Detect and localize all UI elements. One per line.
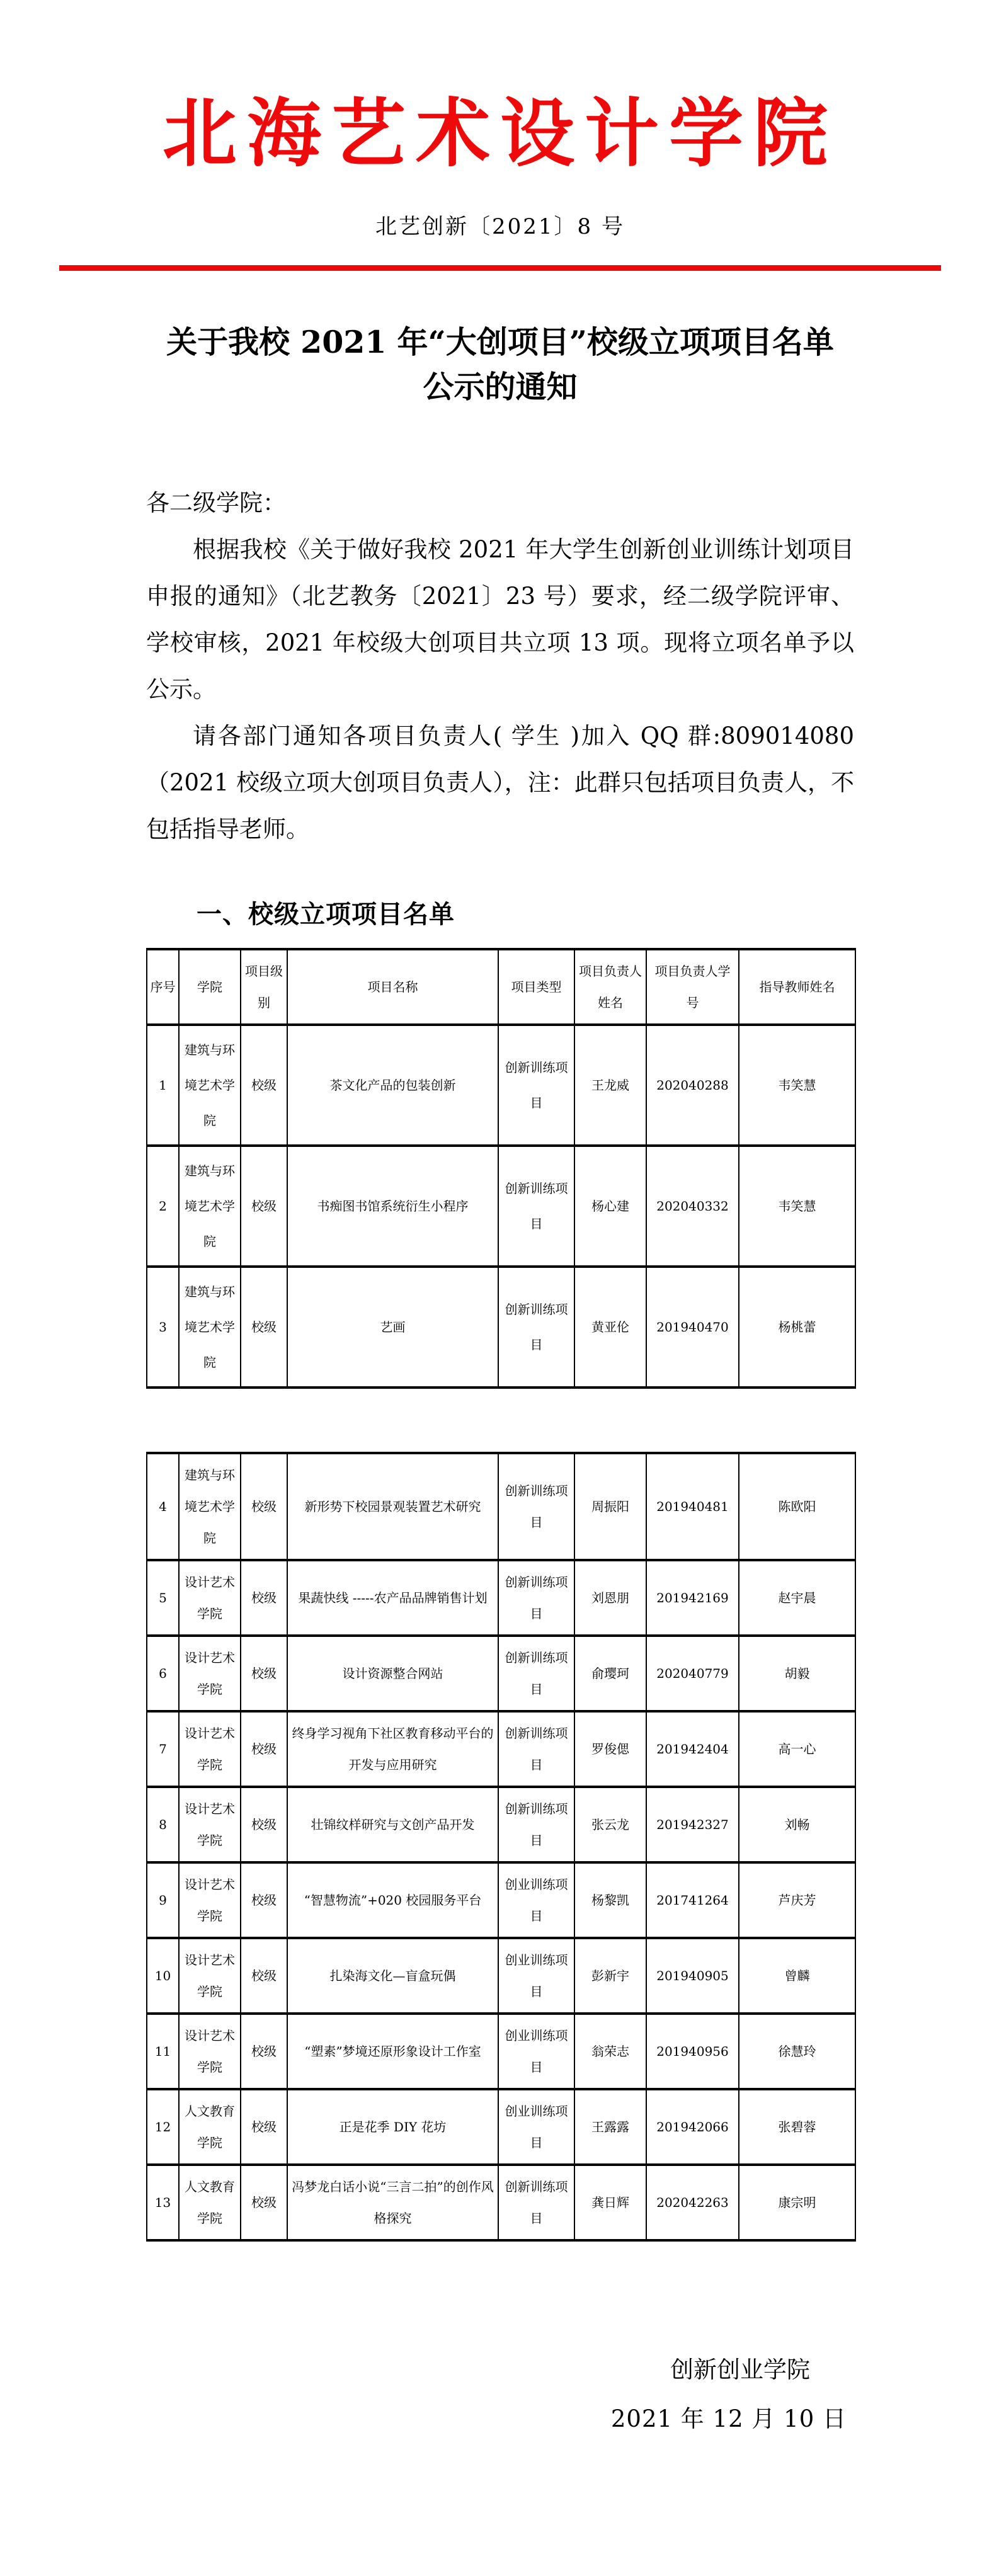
cell-leader: 黄亚伦 xyxy=(574,1267,646,1388)
header-cell-name: 项目名称 xyxy=(287,949,498,1025)
cell-student-id: 201942066 xyxy=(646,2089,739,2165)
cell-level: 校级 xyxy=(241,1453,287,1560)
table-row xyxy=(147,1938,855,2014)
cell-teacher: 韦笑慧 xyxy=(739,1146,855,1267)
cell-school: 建筑与环境艺术学院 xyxy=(179,1025,241,1146)
cell-leader: 杨黎凯 xyxy=(574,1862,646,1938)
cell-leader: 周振阳 xyxy=(574,1453,646,1560)
cell-school: 人文教育学院 xyxy=(179,2165,241,2240)
table-row xyxy=(147,2165,855,2240)
cell-level: 校级 xyxy=(241,1146,287,1267)
table-row xyxy=(147,1636,855,1711)
cell-index: 13 xyxy=(147,2165,179,2240)
salutation: 各二级学院： xyxy=(146,489,286,516)
organization-title: 北海艺术设计学院 xyxy=(162,89,838,177)
cell-teacher: 赵宇晨 xyxy=(739,1560,855,1636)
cell-project-type: 创新训练项目 xyxy=(498,1636,574,1711)
cell-teacher: 高一心 xyxy=(739,1711,855,1787)
table-row xyxy=(147,2014,855,2089)
cell-index: 5 xyxy=(147,1560,179,1636)
cell-student-id: 201942327 xyxy=(646,1787,739,1862)
cell-level: 校级 xyxy=(241,1711,287,1787)
header-cell-index: 序号 xyxy=(147,949,179,1025)
cell-level: 校级 xyxy=(241,1025,287,1146)
cell-school: 人文教育学院 xyxy=(179,2089,241,2165)
cell-project-name: 茶文化产品的包装创新 xyxy=(287,1025,498,1146)
cell-level: 校级 xyxy=(241,1787,287,1862)
cell-level: 校级 xyxy=(241,1862,287,1938)
header-cell-type: 项目类型 xyxy=(498,949,574,1025)
cell-index: 3 xyxy=(147,1267,179,1388)
cell-project-type: 创新训练项目 xyxy=(498,1025,574,1146)
cell-student-id: 202040288 xyxy=(646,1025,739,1146)
projects-table-part2 xyxy=(146,1452,856,2242)
cell-student-id: 201940470 xyxy=(646,1267,739,1388)
cell-project-type: 创新训练项目 xyxy=(498,1560,574,1636)
cell-project-name: 新形势下校园景观装置艺术研究 xyxy=(287,1453,498,1560)
cell-index: 8 xyxy=(147,1787,179,1862)
cell-school: 设计艺术学院 xyxy=(179,1938,241,2014)
cell-project-type: 创业训练项目 xyxy=(498,2014,574,2089)
paragraph-qq-group: 请各部门通知各项目负责人( 学生 )加入 QQ 群:809014080（2021 校级立项大创项目负责人），注：此群只包括项目负责人，不包括指导老师。 xyxy=(146,722,854,843)
cell-student-id: 201942404 xyxy=(646,1711,739,1787)
cell-teacher: 徐慧玲 xyxy=(739,2014,855,2089)
cell-level: 校级 xyxy=(241,2014,287,2089)
table-header-row xyxy=(147,949,855,1025)
header-cell-school: 学院 xyxy=(179,949,241,1025)
cell-index: 10 xyxy=(147,1938,179,2014)
table-row xyxy=(147,2089,855,2165)
footer-date: 2021 年 12 月 10 日 xyxy=(610,2405,847,2432)
cell-student-id: 201942169 xyxy=(646,1560,739,1636)
cell-project-type: 创新训练项目 xyxy=(498,2165,574,2240)
table-row xyxy=(147,1267,855,1388)
cell-index: 6 xyxy=(147,1636,179,1711)
header-cell-sid: 项目负责人学号 xyxy=(646,949,739,1025)
table-row xyxy=(147,1787,855,1862)
cell-project-type: 创新训练项目 xyxy=(498,1146,574,1267)
cell-project-type: 创新训练项目 xyxy=(498,1267,574,1388)
notice-body xyxy=(146,480,854,853)
cell-school: 设计艺术学院 xyxy=(179,2014,241,2089)
cell-index: 1 xyxy=(147,1025,179,1146)
cell-student-id: 202040779 xyxy=(646,1636,739,1711)
cell-project-type: 创业训练项目 xyxy=(498,1938,574,2014)
cell-teacher: 曾麟 xyxy=(739,1938,855,2014)
section-heading: 一、校级立项项目名单 xyxy=(197,899,455,929)
cell-leader: 翁荣志 xyxy=(574,2014,646,2089)
cell-project-name: 壮锦纹样研究与文创产品开发 xyxy=(287,1787,498,1862)
cell-index: 4 xyxy=(147,1453,179,1560)
cell-level: 校级 xyxy=(241,2165,287,2240)
cell-index: 12 xyxy=(147,2089,179,2165)
cell-project-name: 终身学习视角下社区教育移动平台的开发与应用研究 xyxy=(287,1711,498,1787)
cell-level: 校级 xyxy=(241,1938,287,2014)
cell-student-id: 201940956 xyxy=(646,2014,739,2089)
cell-school: 设计艺术学院 xyxy=(179,1560,241,1636)
cell-teacher: 康宗明 xyxy=(739,2165,855,2240)
footer-block xyxy=(146,2345,854,2444)
cell-school: 建筑与环境艺术学院 xyxy=(179,1146,241,1267)
cell-project-name: 设计资源整合网站 xyxy=(287,1636,498,1711)
table-row xyxy=(147,1025,855,1146)
table-row xyxy=(147,1453,855,1560)
cell-level: 校级 xyxy=(241,1636,287,1711)
cell-project-type: 创业训练项目 xyxy=(498,1862,574,1938)
cell-teacher: 胡毅 xyxy=(739,1636,855,1711)
notice-title: 关于我校 2021 年“大创项目”校级立项项目名单公示的通知 xyxy=(166,323,834,405)
cell-project-type: 创业训练项目 xyxy=(498,2089,574,2165)
cell-leader: 彭新宇 xyxy=(574,1938,646,2014)
cell-leader: 俞璎珂 xyxy=(574,1636,646,1711)
cell-project-name: “塑素”梦境还原形象设计工作室 xyxy=(287,2014,498,2089)
cell-project-name: 书痴图书馆系统衍生小程序 xyxy=(287,1146,498,1267)
cell-student-id: 202042263 xyxy=(646,2165,739,2240)
cell-project-name: 冯梦龙白话小说“三言二拍”的创作风格探究 xyxy=(287,2165,498,2240)
cell-project-type: 创新训练项目 xyxy=(498,1453,574,1560)
cell-teacher: 张碧蓉 xyxy=(739,2089,855,2165)
cell-level: 校级 xyxy=(241,1267,287,1388)
cell-leader: 张云龙 xyxy=(574,1787,646,1862)
cell-school: 建筑与环境艺术学院 xyxy=(179,1267,241,1388)
cell-leader: 王露露 xyxy=(574,2089,646,2165)
document-number: 北艺创新〔2021〕8 号 xyxy=(375,214,625,239)
cell-leader: 龚日辉 xyxy=(574,2165,646,2240)
cell-project-name: 正是花季 DIY 花坊 xyxy=(287,2089,498,2165)
cell-teacher: 陈欧阳 xyxy=(739,1453,855,1560)
cell-student-id: 201940905 xyxy=(646,1938,739,2014)
cell-teacher: 韦笑慧 xyxy=(739,1025,855,1146)
cell-student-id: 201741264 xyxy=(646,1862,739,1938)
cell-school: 设计艺术学院 xyxy=(179,1787,241,1862)
cell-level: 校级 xyxy=(241,1560,287,1636)
cell-student-id: 202040332 xyxy=(646,1146,739,1267)
cell-index: 2 xyxy=(147,1146,179,1267)
cell-project-type: 创新训练项目 xyxy=(498,1711,574,1787)
cell-index: 7 xyxy=(147,1711,179,1787)
cell-teacher: 芦庆芳 xyxy=(739,1862,855,1938)
cell-index: 11 xyxy=(147,2014,179,2089)
header-cell-level: 项目级别 xyxy=(241,949,287,1025)
cell-level: 校级 xyxy=(241,2089,287,2165)
cell-student-id: 201940481 xyxy=(646,1453,739,1560)
cell-project-name: 果蔬快线 -----农产品品牌销售计划 xyxy=(287,1560,498,1636)
cell-school: 设计艺术学院 xyxy=(179,1862,241,1938)
cell-teacher: 刘畅 xyxy=(739,1787,855,1862)
cell-school: 建筑与环境艺术学院 xyxy=(179,1453,241,1560)
table-row xyxy=(147,1560,855,1636)
cell-project-name: 艺画 xyxy=(287,1267,498,1388)
cell-leader: 王龙威 xyxy=(574,1025,646,1146)
cell-project-name: “智慧物流”+020 校园服务平台 xyxy=(287,1862,498,1938)
cell-index: 9 xyxy=(147,1862,179,1938)
cell-teacher: 杨桃蕾 xyxy=(739,1267,855,1388)
table-row xyxy=(147,1146,855,1267)
header-cell-leader: 项目负责人姓名 xyxy=(574,949,646,1025)
cell-school: 设计艺术学院 xyxy=(179,1636,241,1711)
paragraph-basis: 根据我校《关于做好我校 2021 年大学生创新创业训练计划项目申报的通知》（北艺教务〔2021〕23 号）要求，经二级学院评审、学校审核，2021 年校级大创项目共立项 13 项。现将立项名单予以公示。 xyxy=(146,535,854,703)
table-row xyxy=(147,1862,855,1938)
header-cell-teacher: 指导教师姓名 xyxy=(739,949,855,1025)
footer-signature: 创新创业学院 xyxy=(670,2356,810,2383)
cell-leader: 刘恩朋 xyxy=(574,1560,646,1636)
table-row xyxy=(147,1711,855,1787)
cell-project-type: 创新训练项目 xyxy=(498,1787,574,1862)
red-divider-rule xyxy=(59,265,941,271)
cell-leader: 罗俊偲 xyxy=(574,1711,646,1787)
projects-table-part1 xyxy=(146,948,856,1389)
cell-leader: 杨心建 xyxy=(574,1146,646,1267)
cell-school: 设计艺术学院 xyxy=(179,1711,241,1787)
cell-project-name: 扎染海文化—盲盒玩偶 xyxy=(287,1938,498,2014)
